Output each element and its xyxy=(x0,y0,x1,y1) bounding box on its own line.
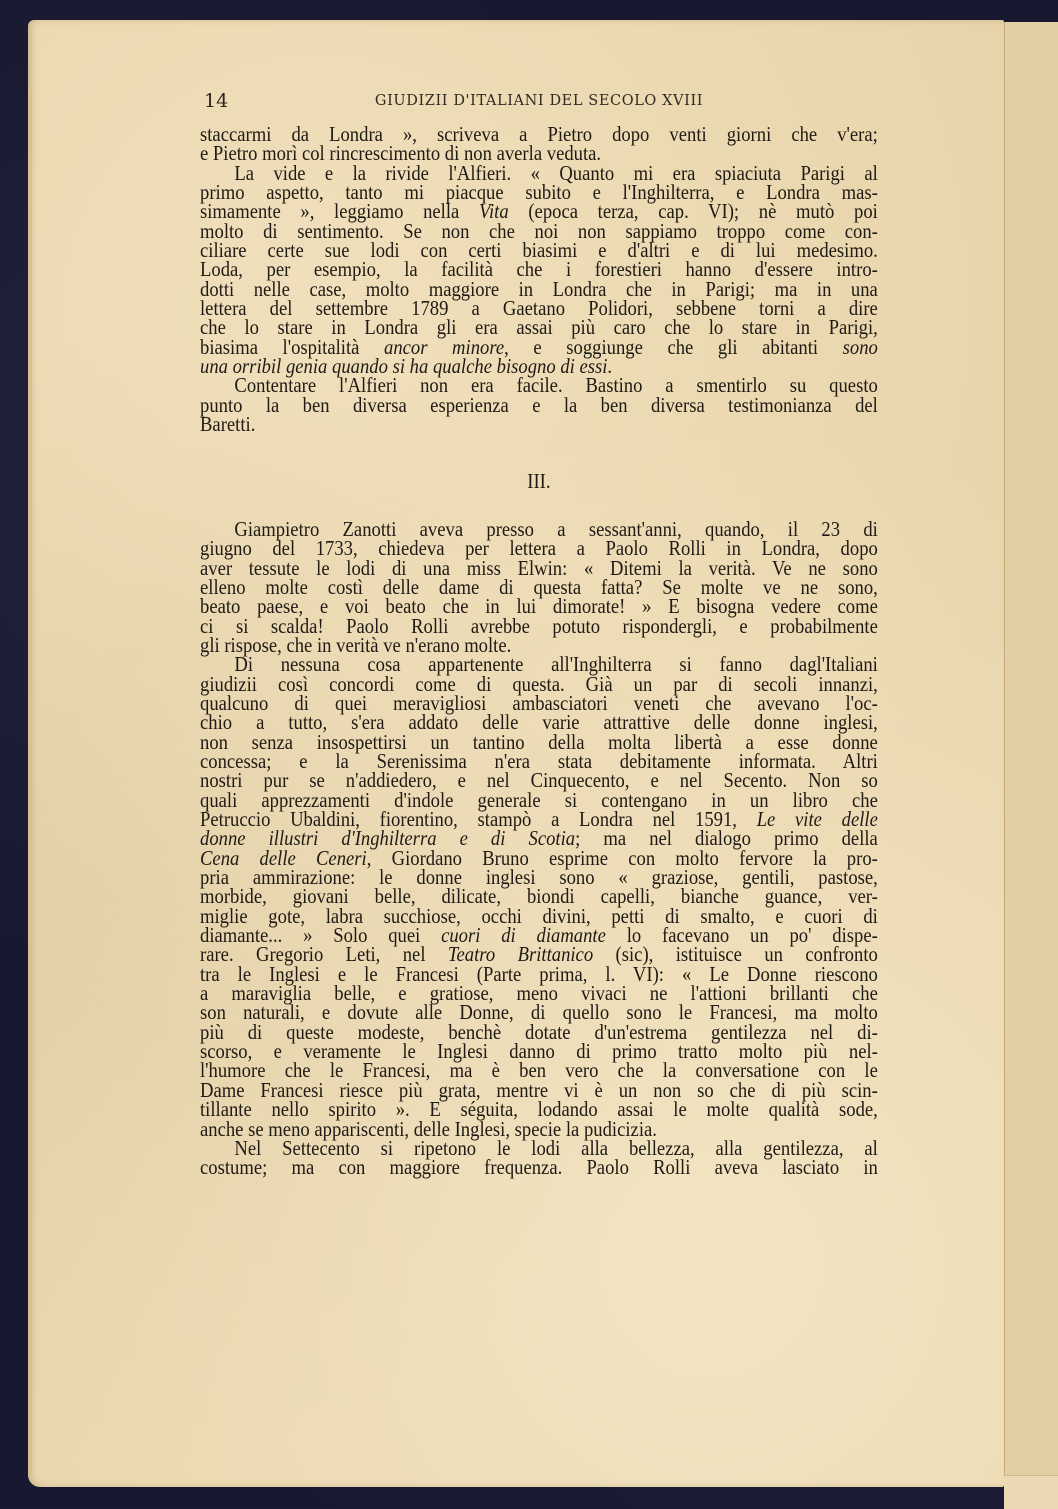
text-run: che lo stare in Londra gli era assai più caro che lo stare in Parigi, xyxy=(200,317,878,340)
text-run: miglie gote, labra succhiose, occhi divini, petti di smalto, e cuori di xyxy=(200,905,878,928)
text-run: rare. Gregorio Leti, nel xyxy=(200,944,448,967)
text-run: concessa; e la Serenissima n'era stata debitamente informata. Altri xyxy=(200,750,878,773)
text-run: ci si scalda! Paolo Rolli avrebbe potuto rispondergli, e probabilmente xyxy=(200,615,878,638)
text-run: anche se meno appariscenti, delle Inglesi, specie la pudicizia. xyxy=(200,1118,657,1141)
text-run: primo aspetto, tanto mi piacque subito e l'Inghilterra, e Londra mas- xyxy=(200,182,878,205)
italic-text: cuori di diamante xyxy=(441,925,606,948)
paragraph xyxy=(200,377,878,435)
text-line xyxy=(200,394,878,417)
text-run: , e soggiunge che gli abitanti xyxy=(504,336,843,359)
text-run: lo facevano un po' dispe- xyxy=(605,925,878,948)
text-run: qualcuno di quei meravigliosi ambasciatori veneti che avevano l'oc- xyxy=(200,692,878,715)
text-run: lettera del settembre 1789 a Gaetano Polidori, sebbene torni a dire xyxy=(200,298,878,321)
page-number: 14 xyxy=(204,90,229,112)
text-run: Contentare l'Alfieri non era facile. Bastino a smentirlo su questo xyxy=(234,375,878,398)
italic-text: una orribil genia quando si ha qualche bisogno di essi xyxy=(200,356,608,379)
italic-text: Teatro Brittanico xyxy=(447,944,594,967)
italic-text: ancor minore xyxy=(383,336,505,359)
text-run: beato paese, e voi beato che in lui dimorate! » E bisogna vedere come xyxy=(200,596,878,619)
page-binding-edge xyxy=(28,90,32,1470)
text-run: La vide e la rivide l'Alfieri. « Quanto mi era spiaciuta Parigi al xyxy=(234,162,878,185)
paragraph xyxy=(200,162,878,379)
text-run: gli rispose, che in verità ve n'erano molte. xyxy=(200,634,512,657)
text-run: tillante nello spirito ». E séguita, lodando assai le molte qualità sode, xyxy=(200,1099,878,1122)
section-heading: III. xyxy=(527,470,551,493)
text-run: Nel Settecento si ripetono le lodi alla bellezza, alla gentilezza, al xyxy=(234,1137,878,1160)
text-run: morbide, giovani belle, dilicate, biondi capelli, bianche guance, ver- xyxy=(200,886,878,909)
text-run: Petruccio Ubaldini, fiorentino, stampò a Londra nel 1591, xyxy=(200,809,757,831)
text-run: l'humore che le Francesi, ma è ben vero che la conversatione con le xyxy=(200,1060,878,1083)
text-run: biasima l'ospitalità xyxy=(200,336,384,359)
paragraph xyxy=(200,656,878,1140)
text-run: tra le Inglesi e le Francesi (Parte prima, l. VI): « Le Donne riescono xyxy=(200,963,878,986)
text-run: costume; ma con maggiore frequenza. Paolo Rolli aveva lasciato in xyxy=(200,1157,878,1180)
text-run: ciliare certe sue lodi con certi biasimi e d'altri e di lui medesimo. xyxy=(200,240,878,263)
text-run: chio a tutto, s'era addato delle varie attrattive delle donne inglesi, xyxy=(200,712,878,735)
facing-page-corner xyxy=(1004,1475,1058,1509)
text-run: pria ammirazione: le donne inglesi sono « graziose, gentili, pastose, xyxy=(200,867,878,890)
text-run: diamante... » Solo quei xyxy=(200,925,442,948)
body-text xyxy=(200,126,878,1179)
text-run: (epoca terza, cap. VI); nè mutò poi xyxy=(508,201,878,224)
text-run: ; ma nel dialogo primo della xyxy=(575,828,878,851)
text-run: a maraviglia belle, e gratiose, meno vivaci ne l'attioni brillanti che xyxy=(200,983,878,1006)
text-run: giugno del 1733, chiedeva per lettera a Paolo Rolli in Londra, dopo xyxy=(200,538,878,561)
text-run: . xyxy=(607,356,613,379)
text-run: quali apprezzamenti d'indole generale si contengano in un libro che xyxy=(200,789,878,812)
text-run: scorso, e veramente le Inglesi danno di primo tratto molto più nel- xyxy=(200,1041,878,1064)
text-run: dotti nelle case, molto maggiore in Londra che in Parigi; ma in una xyxy=(200,278,878,301)
text-run: staccarmi da Londra », scriveva a Pietro dopo venti giorni che v'era; xyxy=(200,124,878,146)
text-run: punto la ben diversa esperienza e la ben diversa testimonianza del xyxy=(200,394,878,417)
text-run: Loda, per esempio, la facilità che i forestieri hanno d'essere intro- xyxy=(200,259,878,282)
text-run: giudizii così concordi come di questa. Già un par di secoli innanzi, xyxy=(200,673,878,696)
paragraph xyxy=(200,518,878,657)
text-run: simamente », leggiamo nella xyxy=(200,201,479,224)
italic-text: sono xyxy=(842,336,878,359)
text-run: Dame Francesi riesce più grata, mentre vi è un non so che di più scin- xyxy=(200,1079,878,1102)
text-run: e Pietro morì col rincrescimento di non averla veduta. xyxy=(200,143,602,166)
text-run: molto di sentimento. Se non che noi non sappiamo troppo come con- xyxy=(200,220,878,243)
text-run: Giampietro Zanotti aveva presso a sessant'anni, quando, il 23 di xyxy=(234,518,878,541)
running-head-title: GIUDIZII D'ITALIANI DEL SECOLO XVIII xyxy=(374,93,704,109)
facing-page-edge xyxy=(1004,22,1058,1508)
text-run: son naturali, e dovute alle Donne, di quello sono le Francesi, ma molto xyxy=(200,1002,878,1025)
italic-text: Le vite delle xyxy=(756,809,878,831)
text-line xyxy=(200,1159,878,1178)
paragraph xyxy=(200,126,878,165)
italic-text: donne illustri d'Inghilterra e di Scotia xyxy=(200,828,576,851)
running-head xyxy=(200,90,878,114)
text-run: elleno molte costì delle dame di questa fatta? Se molte ve ne sono, xyxy=(200,576,878,599)
paragraph xyxy=(200,1137,878,1180)
italic-text: Vita xyxy=(478,201,509,224)
text-run: nostri pur se n'addiedero, e nel Cinquecento, e nel Secento. Non so xyxy=(200,770,878,793)
italic-text: Cena delle Ceneri xyxy=(200,847,367,870)
text-run: , Giordano Bruno esprime con molto fervore la pro- xyxy=(366,847,878,870)
text-run: più di queste modeste, benchè dotate d'un'estrema gentilezza nel di- xyxy=(200,1021,878,1044)
text-run: Di nessuna cosa appartenente all'Inghilterra si fanno dagl'Italiani xyxy=(234,654,878,677)
text-run: (sic), istituisce un confronto xyxy=(593,944,878,967)
text-run: Baretti. xyxy=(200,414,256,437)
text-line xyxy=(200,416,878,435)
text-run: non senza insospettirsi un tantino della molta libertà a esse donne xyxy=(200,731,878,754)
text-run: aver tessute le lodi di una miss Elwin: « Ditemi la verità. Ve ne sono xyxy=(200,557,878,580)
